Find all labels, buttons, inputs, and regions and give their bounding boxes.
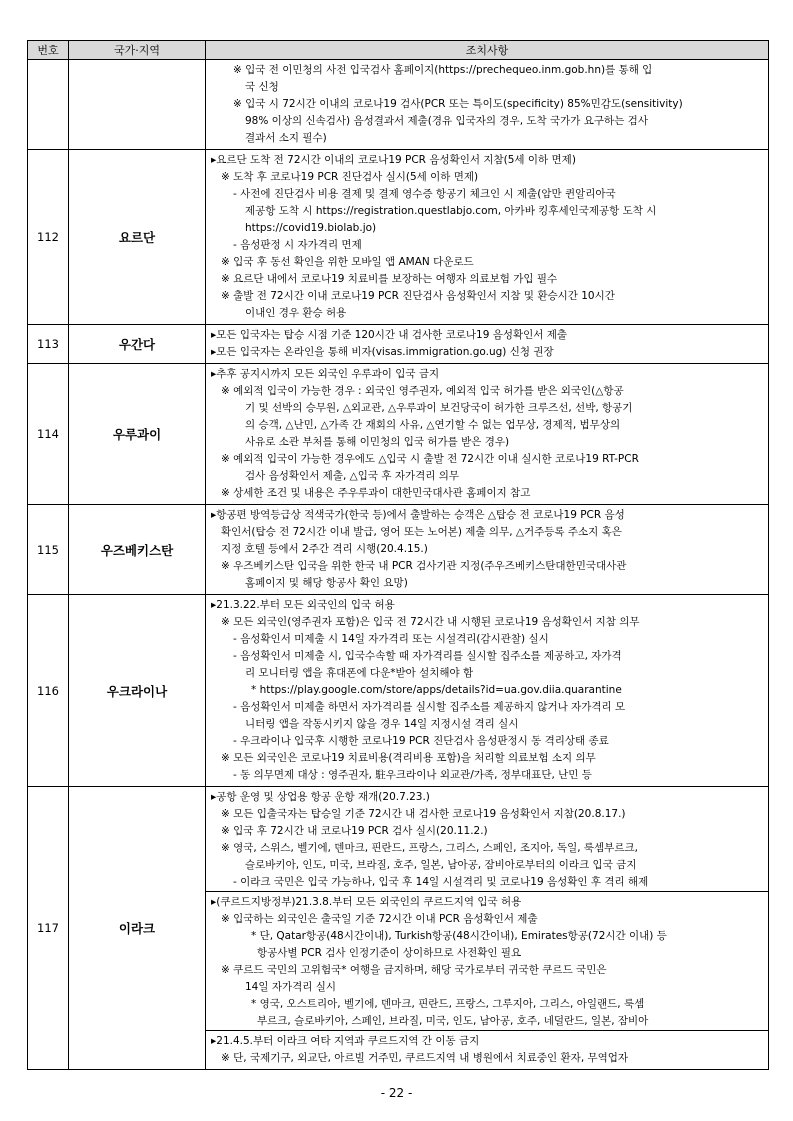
measure-line: ※ 도착 후 코로나19 PCR 진단검사 실시(5세 이하 면제): [221, 171, 479, 183]
measure-block: [206, 1030, 768, 1067]
measure-block: [206, 891, 768, 1030]
table-row: [28, 325, 769, 364]
measure-line: ※ 출발 전 72시간 이내 코로나19 PCR 진단검사 음성확인서 지참 및 환승시간 10시간: [221, 290, 615, 302]
country-cell: [69, 60, 206, 150]
measure-line: ▸모든 입국자는 온라인을 통해 비자(visas.immigration.go.ug) 신청 권장: [211, 346, 554, 358]
measure-block: [211, 327, 764, 361]
measure-line: * 단, Qatar항공(48시간이내), Turkish항공(48시간이내), Emirates항공(72시간 이내) 등: [251, 930, 667, 942]
measure-line: ※ 우즈베키스탄 입국을 위한 한국 내 PCR 검사기관 지정(주우즈베키스탄대한민국대사관: [221, 560, 627, 572]
measure-line: ▸공항 운영 및 상업용 항공 운항 재개(20.7.23.): [211, 791, 430, 803]
measure-line: 검사 음성확인서 제출, △입국 후 자가격리 의무: [245, 470, 460, 482]
measure-line: ▸(쿠르드지방정부)21.3.8.부터 모든 외국인의 쿠르드지역 입국 허용: [211, 896, 522, 908]
measure-line: * 영국, 오스트리아, 벨기에, 덴마크, 핀란드, 프랑스, 그루지아, 그리스, 아일랜드, 룩셈: [251, 998, 645, 1010]
measures-cell: [206, 150, 769, 325]
measure-line: ▸21.3.22.부터 모든 외국인의 입국 허용: [211, 599, 395, 611]
measure-line: https://covid19.biolab.jo): [245, 222, 377, 234]
measure-line: 이내인 경우 환승 허용: [245, 307, 347, 319]
country-name: 이라크: [69, 787, 206, 1070]
country-name: 우즈베키스탄: [69, 505, 206, 595]
measure-line: ▸모든 입국자는 탑승 시점 기준 120시간 내 검사한 코로나19 음성확인서 제출: [211, 329, 568, 341]
measure-line: ※ 상세한 조건 및 내용은 주우루과이 대한민국대사관 홈페이지 참고: [221, 487, 531, 499]
measure-line: - 음성확인서 미제출 시 14일 자가격리 또는 시설격리(감시관찰) 실시: [233, 633, 549, 645]
measure-line: ※ 요르단 내에서 코로나19 치료비를 보장하는 여행자 의료보험 가입 필수: [221, 273, 558, 285]
measure-line: ※ 예외적 입국이 가능한 경우에도 △입국 시 출발 전 72시간 이내 실시한 코로나19 RT-PCR: [221, 453, 639, 465]
measure-line: ▸요르단 도착 전 72시간 이내의 코로나19 PCR 음성확인서 지참(5세 이하 면제): [211, 154, 576, 166]
measure-line: ※ 영국, 스위스, 벨기에, 덴마크, 핀란드, 프랑스, 그리스, 스페인, 조지아, 독일, 룩셈부르크,: [221, 842, 638, 854]
measure-line: ※ 입국 후 동선 확인을 위한 모바일 앱 AMAN 다운로드: [221, 256, 474, 268]
measure-line: 항공사별 PCR 검사 인정기준이 상이하므로 사전확인 필요: [257, 947, 522, 959]
measure-line: 국 신청: [245, 81, 279, 93]
measure-line: ※ 모든 외국인은 코로나19 치료비용(격리비용 포함)을 처리할 의료보험 소지 의무: [221, 752, 596, 764]
measure-line: ※ 입국하는 외국인은 출국일 기준 72시간 이내 PCR 음성확인서 제출: [221, 913, 538, 925]
table-row: [28, 595, 769, 787]
measure-line: 확인서(탑승 전 72시간 이내 발급, 영어 또는 노어본) 제출 의무, △거주등록 주소지 혹은: [221, 526, 622, 538]
row-number: 114: [28, 364, 69, 505]
table-row: [28, 364, 769, 505]
measure-line: 의 승객, △난민, △가족 간 재회의 사유, △연기할 수 없는 업무상, 경제적, 법무상의: [245, 419, 621, 431]
measure-line: - 음성확인서 미제출 시, 입국수속할 때 자가격리를 실시할 집주소를 제공하고, 자가격: [233, 650, 622, 662]
row-number: 115: [28, 505, 69, 595]
measure-line: 98% 이상의 신속검사) 음성결과서 제출(경유 입국자의 경우, 도착 국가가 요구하는 검사: [245, 115, 648, 127]
measure-line: 지정 호텔 등에서 2주간 격리 시행(20.4.15.): [221, 543, 428, 555]
header-row: [28, 41, 769, 60]
measure-line: - 음성확인서 미제출 하면서 자가격리를 실시할 집주소를 제공하지 않거나 자가격리 모: [233, 701, 626, 713]
measure-line: 부르크, 슬로바키아, 스페인, 브라질, 미국, 인도, 남아공, 호주, 네덜란드, 일본, 잠비아: [257, 1015, 649, 1027]
measure-line: - 동 의무면제 대상 : 영주권자, 駐우크라이나 외교관/가족, 정부대표단, 난민 등: [233, 769, 592, 781]
measure-line: 리 모니터링 앱을 휴대폰에 다운*받아 설치해야 함: [245, 667, 474, 679]
header-number: 번호: [28, 41, 69, 60]
table-row: [28, 787, 769, 1070]
measures-cell: [206, 595, 769, 787]
row-number: 112: [28, 150, 69, 325]
measure-block: [211, 597, 764, 784]
measure-line: 기 및 선박의 승무원, △외교관, △우루과이 보건당국이 허가한 크루즈선, 선박, 항공기: [245, 402, 633, 414]
measure-line: 슬로바키아, 인도, 미국, 브라질, 호주, 일본, 남아공, 잠비아로부터의 이라크 입국 금지: [245, 859, 637, 871]
measure-line: ※ 입국 후 72시간 내 코로나19 PCR 검사 실시(20.11.2.): [221, 825, 488, 837]
page-number: - 22 -: [380, 1086, 413, 1100]
measure-line: ※ 입국 시 72시간 이내의 코로나19 검사(PCR 또는 특이도(specificity) 85%민감도(sensitivity): [233, 98, 683, 110]
measure-line: - 우크라이나 입국후 시행한 코로나19 PCR 진단검사 음성판정시 동 격리상태 종료: [233, 735, 609, 747]
measure-line: 결과서 소지 필수): [245, 132, 327, 144]
measure-line: ▸항공편 방역등급상 적색국가(한국 등)에서 출발하는 승객은 △탑승 전 코로나19 PCR 음성: [211, 509, 625, 521]
measures-cell: [206, 787, 769, 1070]
table-row: [28, 150, 769, 325]
row-number: 117: [28, 787, 69, 1070]
row-number: 116: [28, 595, 69, 787]
measure-line: ※ 입국 전 이민청의 사전 입국검사 홈페이지(https://prechequeo.inm.gob.hn)를 통해 입: [233, 64, 653, 76]
measures-cell: [206, 325, 769, 364]
header-measures: 조치사항: [206, 41, 769, 60]
measures-table: [27, 40, 769, 1070]
country-name: 우간다: [69, 325, 206, 364]
measures-cell: [206, 505, 769, 595]
country-name: 요르단: [69, 150, 206, 325]
measure-block: [211, 366, 764, 502]
measure-line: ※ 쿠르드 국민의 고위험국* 여행을 금지하며, 해당 국가로부터 귀국한 쿠르드 국민은: [221, 964, 607, 976]
measure-line: ▸추후 공지시까지 모든 외국인 우루과이 입국 금지: [211, 368, 440, 380]
measure-line: ※ 예외적 입국이 가능한 경우 : 외국인 영주권자, 예외적 입국 허가를 받은 외국인(△항공: [221, 385, 624, 397]
measure-line: ※ 모든 입출국자는 탑승일 기준 72시간 내 검사한 코로나19 음성확인서 지참(20.8.17.): [221, 808, 626, 820]
measure-line: ※ 모든 외국인(영주권자 포함)은 입국 전 72시간 내 시행된 코로나19 음성확인서 지참 의무: [221, 616, 640, 628]
measure-line: - 음성판정 시 자가격리 면제: [233, 239, 362, 251]
header-country: 국가·지역: [69, 41, 206, 60]
measure-block: [211, 789, 764, 891]
measure-line: ※ 단, 국제기구, 외교단, 아르빌 거주민, 쿠르드지역 내 병원에서 치료중인 환자, 무역업자: [221, 1052, 629, 1064]
measure-block: [211, 507, 764, 592]
table-row-continuation: [28, 60, 769, 150]
measure-line: - 사전에 진단검사 비용 결제 및 결제 영수증 항공기 체크인 시 제출(암만 퀸알리아국: [233, 188, 616, 200]
country-name: 우루과이: [69, 364, 206, 505]
measure-line: 14일 자가격리 실시: [245, 981, 337, 993]
measure-line: ▸21.4.5.부터 이라크 여타 지역과 쿠르드지역 간 이동 금지: [211, 1035, 480, 1047]
measure-block: [211, 152, 764, 322]
measure-line: 제공항 도착 시 https://registration.questlabjo.com, 아카바 킹후세인국제공항 도착 시: [245, 205, 657, 217]
table-row: [28, 505, 769, 595]
country-name: 우크라이나: [69, 595, 206, 787]
measures-cell: [206, 364, 769, 505]
measure-line: * https://play.google.com/store/apps/details?id=ua.gov.diia.quarantine: [251, 684, 622, 696]
measure-line: 사유로 소관 부처를 통해 이민청의 입국 허가를 받은 경우): [245, 436, 510, 448]
measure-line: - 이라크 국민은 입국 가능하나, 입국 후 14일 시설격리 및 코로나19 음성확인 후 격리 해제: [233, 876, 649, 888]
measure-line: 홈페이지 및 해당 항공사 확인 요망): [245, 577, 408, 589]
row-number-cell: [28, 60, 69, 150]
measures-cell: [206, 60, 769, 150]
measure-line: 니터링 앱을 작동시키지 않을 경우 14일 지정시설 격리 실시: [245, 718, 519, 730]
row-number: 113: [28, 325, 69, 364]
